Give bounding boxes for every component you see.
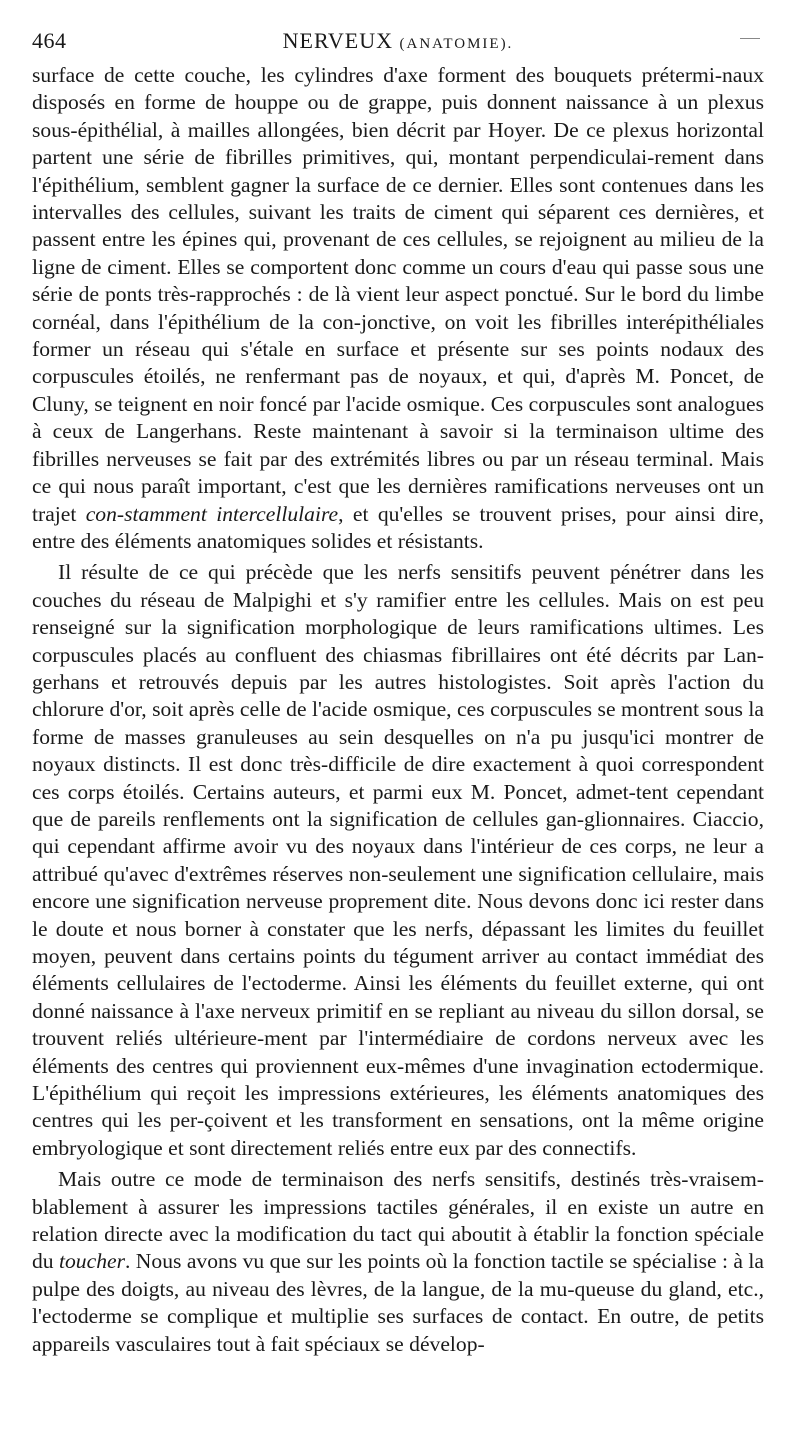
header-rule xyxy=(740,38,760,39)
running-head-title: NERVEUX xyxy=(282,28,394,53)
page-header xyxy=(32,28,764,62)
body-text xyxy=(32,62,764,1358)
paragraph-3-text-a: Mais outre ce mode de terminaison des nerfs sensitifs, destinés très-vraisem-blablement à assurer les impressions tactiles générales, il en existe un autre en relation directe avec la modification du tact qui aboutit à établir la fonction spéciale du xyxy=(32,1167,764,1274)
paragraph-1-text-b: , et qu'elles se trouvent prises, pour ainsi dire, entre des éléments anatomiques solides et résistants. xyxy=(32,501,765,553)
paragraph-1-text-a: surface de cette couche, les cylindres d'axe forment des bouquets prétermi-naux disposés en forme de houppe ou de grappe, puis donnent naissance à un plexus sous-épithélial, à mailles allongées, bien décrit par Hoyer. De ce plexus horizontal partent une série de fibrilles primitives, qui, montant perpendiculai-rement dans l'épithélium, semblent gagner la surface de ce dernier. Elles sont contenues dans les intervalles des cellules, suivant les traits de ciment qui séparent ces dernières, et passent entre les épines qui, provenant de ces cellules, se rejoignent au milieu de la ligne de ciment. Elles se comportent donc comme un cours d'eau qui passe sous une série de ponts très-rapprochés : de là vient leur aspect ponctué. Sur le bord du limbe cornéal, dans l'épithélium de la con-jonctive, on voit les fibrilles interépithéliales former un réseau qui s'étale en surface et présente sur ses points nodaux des corpuscules étoilés, ne renfermant pas de noyaux, et qui, d'après M. Poncet, de Cluny, se teignent en noir foncé par l'acide osmique. Ces corpuscules sont analogues à ceux de Langerhans. Reste maintenant à savoir si la terminaison ultime des fibrilles nerveuses se fait par des extrémités libres ou par un réseau terminal. Mais ce qui nous paraît important, c'est que les dernières ramifications nerveuses ont un trajet xyxy=(32,63,764,526)
running-head xyxy=(32,28,764,54)
book-page xyxy=(32,28,764,1358)
page-number: 464 xyxy=(32,28,67,53)
paragraph-3-text-b: . Nous avons vu que sur les points où la fonction tactile se spécialise : à la pulpe des doigts, au niveau des lèvres, de la langue, de la mu-queuse du gland, etc., l'ectoderme se complique et multiplie ses surfaces de contact. En outre, de petits appareils vasculaires tout à fait spéciaux se dévelop- xyxy=(32,1249,764,1356)
paragraph-3 xyxy=(32,1166,764,1358)
paragraph-2-text: Il résulte de ce qui précède que les nerfs sensitifs peuvent pénétrer dans les couches du réseau de Malpighi et s'y ramifier entre les cellules. Mais on est peu renseigné sur la signification morphologique de leurs ramifications ultimes. Les corpuscules placés au confluent des chiasmas fibrillaires ont été décrits par Lan-gerhans et retrouvés depuis par les autres histologistes. Soit après l'action du chlorure d'or, soit après celle de l'acide osmique, ces corpuscules se montrent sous la forme de masses granuleuses au sein desquelles on n'a pu jusqu'ici montrer de noyaux distincts. Il est donc très-difficile de dire exactement à quoi correspondent ces corps étoilés. Certains auteurs, et parmi eux M. Poncet, admet-tent cependant que de pareils renflements ont la signification de cellules gan-glionnaires. Ciaccio, qui cependant affirme avoir vu des noyaux dans l'intérieur de ces corps, ne leur a attribué qu'avec d'extrêmes réserves non-seulement une signification cellulaire, mais encore une signification nerveuse proprement dite. Nous devons donc ici rester dans le doute et nous borner à constater que les nerfs, dépassant les limites du feuillet moyen, peuvent dans certains points du tégument arriver au contact immédiat des éléments cellulaires de l'ectoderme. Ainsi les éléments du feuillet externe, qui ont donné naissance à l'axe nerveux primitif en se repliant au niveau du sillon dorsal, se trouvent reliés ultérieure-ment par l'intermédiaire de cordons nerveux avec les éléments des centres qui proviennent eux-mêmes d'une invagination ectodermique. L'épithélium qui reçoit les impressions extérieures, les éléments anatomiques des centres qui les per-çoivent et les transforment en sensations, ont la même origine embryologique et sont directement reliés entre eux par des connectifs. xyxy=(32,560,764,1160)
paragraph-1-italic-term: con-stamment intercellulaire xyxy=(85,501,339,526)
paragraph-2 xyxy=(32,559,764,1162)
paragraph-1 xyxy=(32,62,764,555)
running-head-subtitle: (ANATOMIE). xyxy=(399,36,514,52)
paragraph-3-italic-term: toucher xyxy=(59,1249,125,1274)
